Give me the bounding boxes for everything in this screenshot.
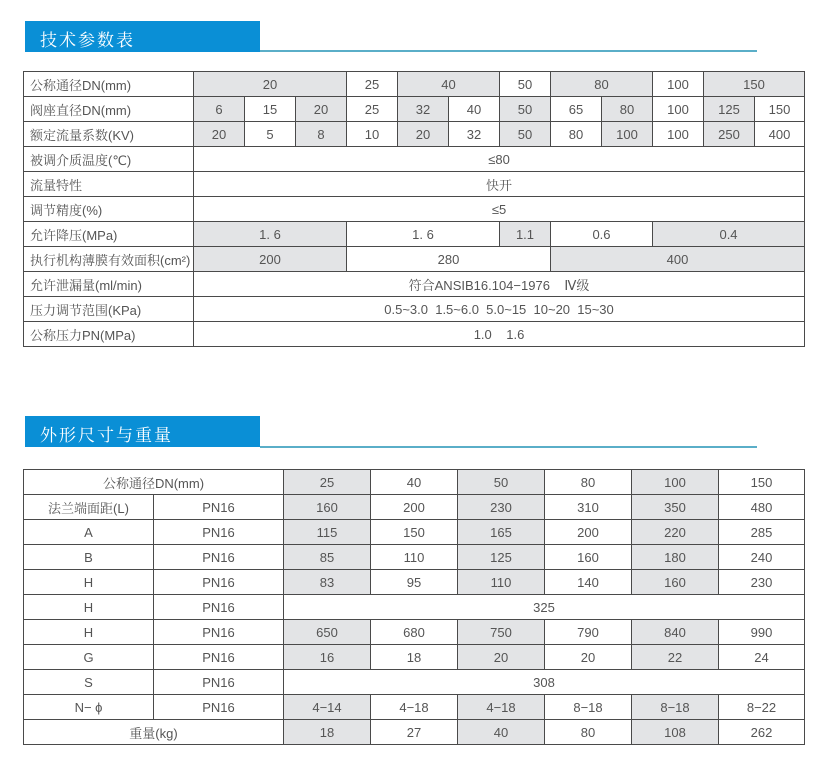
row-label: 流量特性 xyxy=(24,172,194,197)
col-header: 100 xyxy=(632,470,719,495)
row-label: 法兰端面距(L) xyxy=(24,495,154,520)
cell: 100 xyxy=(653,122,704,147)
cell: 150 xyxy=(755,97,805,122)
cell: 80 xyxy=(551,122,602,147)
col-header: 40 xyxy=(371,470,458,495)
cell: 160 xyxy=(284,495,371,520)
cell: 110 xyxy=(371,545,458,570)
cell: 400 xyxy=(551,247,805,272)
cell: 125 xyxy=(704,97,755,122)
dimensions-table xyxy=(23,469,805,745)
col-header: 25 xyxy=(284,470,371,495)
cell: 310 xyxy=(545,495,632,520)
merged-cell: 325 xyxy=(284,595,805,620)
cell: 230 xyxy=(458,495,545,520)
cell: 125 xyxy=(458,545,545,570)
pn-cell: PN16 xyxy=(154,695,284,720)
cell: 285 xyxy=(719,520,805,545)
cell: 20 xyxy=(458,645,545,670)
row-label: 公称通径DN(mm) xyxy=(24,72,194,97)
table-header-row xyxy=(24,470,805,495)
table-row xyxy=(24,247,805,272)
section-title: 技术参数表 xyxy=(40,31,135,51)
cell: 95 xyxy=(371,570,458,595)
cell: 8−18 xyxy=(632,695,719,720)
cell: 8 xyxy=(296,122,347,147)
row-label: N− ϕ xyxy=(24,695,154,720)
cell: 790 xyxy=(545,620,632,645)
row-label: 公称压力PN(MPa) xyxy=(24,322,194,347)
cell: 165 xyxy=(458,520,545,545)
cell: 80 xyxy=(551,72,653,97)
cell: 160 xyxy=(545,545,632,570)
cell: 15 xyxy=(245,97,296,122)
cell: 16 xyxy=(284,645,371,670)
col-header: 150 xyxy=(719,470,805,495)
table-row xyxy=(24,545,805,570)
section-title: 外形尺寸与重量 xyxy=(40,426,173,446)
row-label: B xyxy=(24,545,154,570)
table-row xyxy=(24,570,805,595)
cell: 160 xyxy=(632,570,719,595)
row-label: S xyxy=(24,670,154,695)
cell: 32 xyxy=(449,122,500,147)
section-divider xyxy=(260,446,757,448)
table-row xyxy=(24,322,805,347)
table-row xyxy=(24,172,805,197)
cell: 4−18 xyxy=(371,695,458,720)
cell: 符合ANSIB16.104−1976 Ⅳ级 xyxy=(194,272,805,297)
cell: 1.1 xyxy=(500,222,551,247)
cell: 40 xyxy=(458,720,545,745)
cell: 350 xyxy=(632,495,719,520)
cell: 990 xyxy=(719,620,805,645)
section-divider xyxy=(260,50,757,52)
cell: 8−18 xyxy=(545,695,632,720)
col-header: 50 xyxy=(458,470,545,495)
section-header-tech-params xyxy=(25,21,260,52)
cell: 20 xyxy=(194,72,347,97)
cell: ≤5 xyxy=(194,197,805,222)
cell: 240 xyxy=(719,545,805,570)
cell: 10 xyxy=(347,122,398,147)
pn-cell: PN16 xyxy=(154,595,284,620)
cell: 65 xyxy=(551,97,602,122)
col-header: 80 xyxy=(545,470,632,495)
cell: 0.6 xyxy=(551,222,653,247)
cell: 80 xyxy=(545,720,632,745)
cell: 250 xyxy=(704,122,755,147)
table-row xyxy=(24,645,805,670)
pn-cell: PN16 xyxy=(154,545,284,570)
cell: 400 xyxy=(755,122,805,147)
cell: 83 xyxy=(284,570,371,595)
row-label: 允许泄漏量(ml/min) xyxy=(24,272,194,297)
cell: 25 xyxy=(347,97,398,122)
cell: 115 xyxy=(284,520,371,545)
cell: 150 xyxy=(371,520,458,545)
weight-label: 重量(kg) xyxy=(24,720,284,745)
cell: 0.4 xyxy=(653,222,805,247)
cell: 8−22 xyxy=(719,695,805,720)
row-label: 执行机构薄膜有效面积(cm²) xyxy=(24,247,194,272)
cell: 110 xyxy=(458,570,545,595)
row-label: 调节精度(%) xyxy=(24,197,194,222)
cell: ≤80 xyxy=(194,147,805,172)
cell: 200 xyxy=(371,495,458,520)
table-row xyxy=(24,495,805,520)
cell: 140 xyxy=(545,570,632,595)
row-label: 额定流量系数(KV) xyxy=(24,122,194,147)
table-row xyxy=(24,272,805,297)
cell: 220 xyxy=(632,520,719,545)
section-header-dimensions xyxy=(25,416,260,447)
cell: 40 xyxy=(449,97,500,122)
cell: 22 xyxy=(632,645,719,670)
cell: 50 xyxy=(500,72,551,97)
pn-cell: PN16 xyxy=(154,495,284,520)
cell: 108 xyxy=(632,720,719,745)
cell: 18 xyxy=(371,645,458,670)
cell: 32 xyxy=(398,97,449,122)
pn-cell: PN16 xyxy=(154,645,284,670)
row-label: 压力调节范围(KPa) xyxy=(24,297,194,322)
table-row xyxy=(24,222,805,247)
row-label: A xyxy=(24,520,154,545)
cell: 50 xyxy=(500,122,551,147)
table-row xyxy=(24,72,805,97)
row-label: 被调介质温度(℃) xyxy=(24,147,194,172)
table-row xyxy=(24,197,805,222)
cell: 0.5~3.0 1.5~6.0 5.0~15 10~20 15~30 xyxy=(194,297,805,322)
cell: 100 xyxy=(653,97,704,122)
cell: 快开 xyxy=(194,172,805,197)
cell: 1. 6 xyxy=(194,222,347,247)
cell: 280 xyxy=(347,247,551,272)
cell: 1. 6 xyxy=(347,222,500,247)
cell: 85 xyxy=(284,545,371,570)
table-row xyxy=(24,670,805,695)
cell: 20 xyxy=(545,645,632,670)
table-row xyxy=(24,97,805,122)
cell: 6 xyxy=(194,97,245,122)
cell: 840 xyxy=(632,620,719,645)
table-row xyxy=(24,695,805,720)
cell: 24 xyxy=(719,645,805,670)
cell: 27 xyxy=(371,720,458,745)
row-label: H xyxy=(24,595,154,620)
cell: 4−18 xyxy=(458,695,545,720)
row-label: H xyxy=(24,570,154,595)
row-label: G xyxy=(24,645,154,670)
tech-params-table xyxy=(23,71,805,347)
cell: 25 xyxy=(347,72,398,97)
cell: 200 xyxy=(545,520,632,545)
table-row xyxy=(24,297,805,322)
cell: 230 xyxy=(719,570,805,595)
table-row xyxy=(24,620,805,645)
cell: 80 xyxy=(602,97,653,122)
cell: 20 xyxy=(398,122,449,147)
pn-cell: PN16 xyxy=(154,520,284,545)
cell: 100 xyxy=(602,122,653,147)
cell: 5 xyxy=(245,122,296,147)
cell: 480 xyxy=(719,495,805,520)
cell: 650 xyxy=(284,620,371,645)
pn-cell: PN16 xyxy=(154,620,284,645)
cell: 20 xyxy=(194,122,245,147)
cell: 4−14 xyxy=(284,695,371,720)
cell: 180 xyxy=(632,545,719,570)
cell: 50 xyxy=(500,97,551,122)
table-row xyxy=(24,720,805,745)
row-label: 允许降压(MPa) xyxy=(24,222,194,247)
cell: 20 xyxy=(296,97,347,122)
pn-cell: PN16 xyxy=(154,670,284,695)
table-row xyxy=(24,147,805,172)
cell: 262 xyxy=(719,720,805,745)
cell: 750 xyxy=(458,620,545,645)
row-label: 阀座直径DN(mm) xyxy=(24,97,194,122)
cell: 680 xyxy=(371,620,458,645)
pn-cell: PN16 xyxy=(154,570,284,595)
header-label: 公称通径DN(mm) xyxy=(24,470,284,495)
table-row xyxy=(24,122,805,147)
cell: 100 xyxy=(653,72,704,97)
cell: 40 xyxy=(398,72,500,97)
cell: 150 xyxy=(704,72,805,97)
cell: 200 xyxy=(194,247,347,272)
cell: 18 xyxy=(284,720,371,745)
merged-cell: 308 xyxy=(284,670,805,695)
cell: 1.0 1.6 xyxy=(194,322,805,347)
table-row xyxy=(24,595,805,620)
row-label: H xyxy=(24,620,154,645)
table-row xyxy=(24,520,805,545)
